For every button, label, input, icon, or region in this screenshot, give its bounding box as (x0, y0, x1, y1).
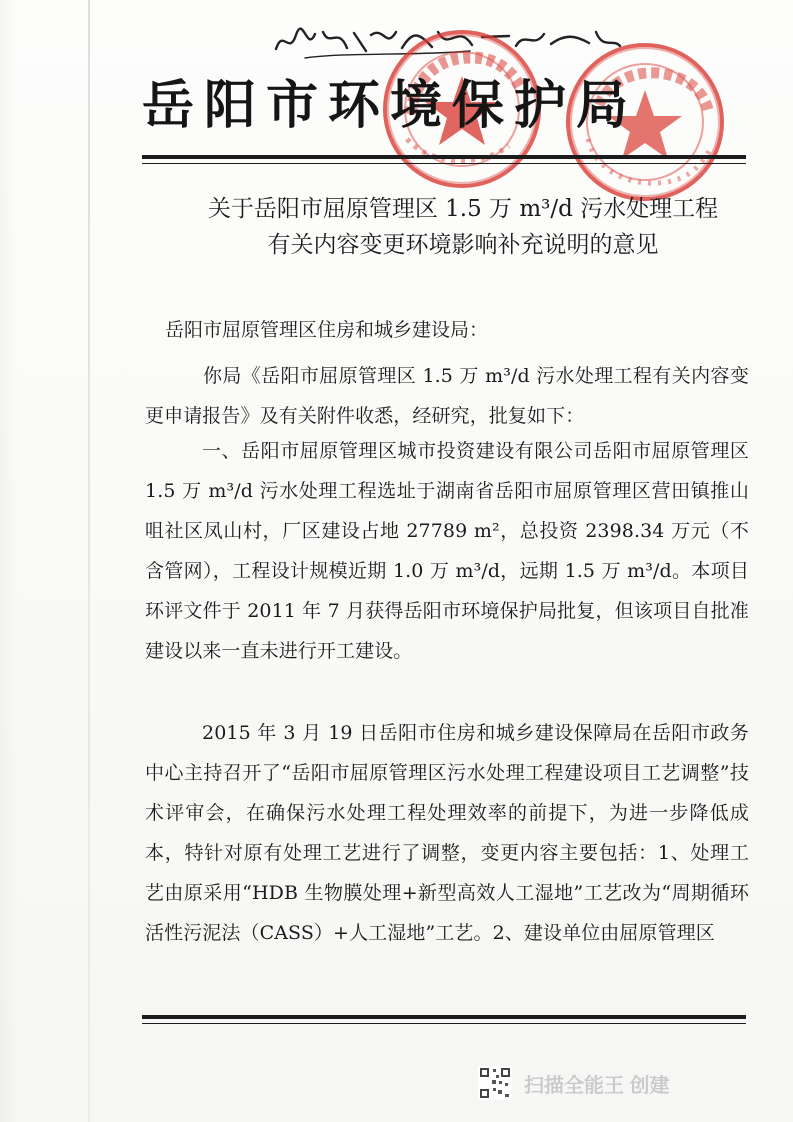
scan-app-watermark (478, 1066, 738, 1100)
body-paragraph-1: 你局《岳阳市屈原管理区 1.5 万 m³/d 污水处理工程有关内容变更申请报告》及有关附件收悉，经研究，批复如下： (145, 365, 749, 427)
subject-line-2: 有关内容变更环境影响补充说明的意见 (267, 232, 659, 258)
subject-line-1: 关于岳阳市屈原管理区 1.5 万 m³/d 污水处理工程 (207, 196, 719, 222)
header-double-rule (142, 155, 746, 164)
body-paragraph-3: 2015 年 3 月 19 日岳阳市住房和城乡建设保障局在岳阳市政务中心主持召开了“岳阳市屈原管理区污水处理工程建设项目工艺调整”技术评审会，在确保污水处理工程处理效率的前提下，为进一步降低成本，特针对原有处理工艺进行了调整，变更内容主要包括：1、处理工艺由原采用“HDB 生物膜处理+新型高效人工湿地”工艺改为“周期循环活性污泥法（CASS）+人工湿地”工艺。2、建设单位由屈原管理区 (145, 722, 749, 944)
left-page-margin-line (88, 0, 90, 1122)
body-paragraph-2: 一、岳阳市屈原管理区城市投资建设有限公司岳阳市屈原管理区 1.5 万 m³/d 污水处理工程选址于湖南省岳阳市屈原管理区营田镇推山咀社区凤山村，厂区建设占地 27789 m²，总投资 2398.34 万元（不含管网），工程设计规模近期 1.0 万 m³/d，远期 1.5 万 m³/d。本项目环评文件于 2011 年 7 月获得岳阳市环境保护局批复，但该项目自批准建设以来一直未进行开工建设。 (145, 440, 749, 662)
footer-double-rule (142, 1015, 746, 1024)
watermark-text: 扫描全能王 创建 (524, 1074, 670, 1097)
recipient-line: 岳阳市屈原管理区住房和城乡建设局： (165, 319, 489, 341)
document-subject (173, 191, 753, 263)
qr-code-icon (478, 1066, 512, 1100)
issuing-office-title: 岳阳市环境保护局 (142, 75, 639, 136)
